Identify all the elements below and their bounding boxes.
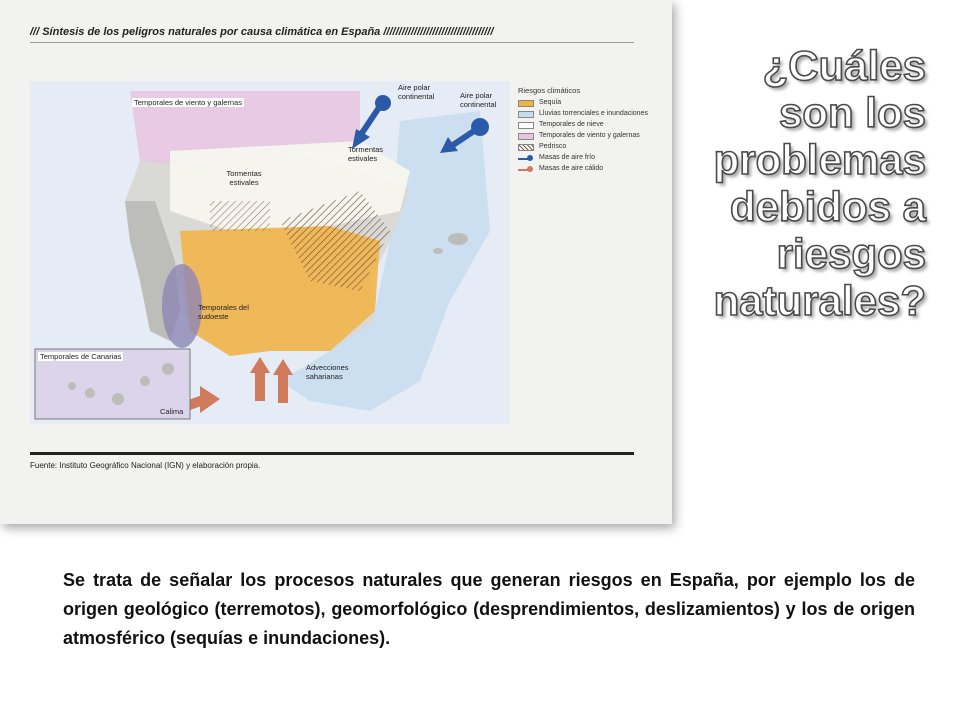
legend-label: Masas de aire frío — [539, 154, 596, 161]
canarias-island — [112, 393, 124, 405]
label-tormentas-estivales-2: Tormentas estivales — [226, 169, 262, 187]
legend-item — [518, 121, 658, 129]
label-calima: Calima — [160, 407, 184, 416]
figure-header: /// Síntesis de los peligros naturales por causa climática en España //////////////////////////////////// — [30, 26, 494, 38]
pedrisco-zone-2 — [210, 201, 270, 231]
canarias-island — [140, 376, 150, 386]
label-advecciones-saharianas: Advecciones saharianas — [306, 363, 349, 381]
legend-swatch — [518, 144, 534, 151]
label-tormentas-estivales-1: Tormentas estivales — [348, 145, 384, 163]
ibiza-island — [433, 248, 443, 254]
legend-swatch — [518, 133, 534, 140]
canarias-island — [85, 388, 95, 398]
legend-swatch — [518, 100, 534, 107]
legend-item — [518, 132, 658, 140]
legend-label: Pedrisco — [539, 143, 567, 150]
legend-item — [518, 110, 658, 118]
legend-item — [518, 154, 658, 162]
canarias-island — [162, 363, 174, 375]
legend-items — [518, 99, 658, 173]
legend-label: Temporales de viento y galernas — [539, 132, 640, 139]
slide-title: ¿Cuáles son los problemas debidos a riesgos naturales? — [713, 42, 926, 324]
label-temporales-sudoeste: Temporales del sudoeste — [198, 303, 249, 321]
legend-label: Masas de aire cálido — [539, 165, 604, 172]
legend-label: Lluvias torrenciales e inundaciones — [539, 110, 648, 117]
canarias-island — [68, 382, 76, 390]
spain-climate-risk-map — [30, 81, 510, 424]
label-temporales-viento: Temporales de viento y galernas — [134, 98, 242, 107]
map-legend — [518, 86, 658, 176]
header-divider — [30, 42, 634, 43]
label-temporales-canarias: Temporales de Canarias — [40, 352, 122, 361]
legend-item — [518, 165, 658, 173]
legend-arrow-icon — [518, 155, 534, 162]
label-aire-polar-1: Aire polar continental — [398, 83, 435, 101]
legend-arrow-icon — [518, 166, 534, 173]
legend-swatch — [518, 122, 534, 129]
legend-item — [518, 99, 658, 107]
legend-swatch — [518, 111, 534, 118]
label-aire-polar-2: Aire polar continental — [460, 91, 497, 109]
footer-divider — [30, 452, 634, 455]
legend-title: Riesgos climáticos — [518, 86, 581, 95]
legend-label: Sequía — [539, 99, 562, 106]
baleares-island — [448, 233, 468, 245]
sudoeste-storm-zone — [162, 264, 202, 348]
slide-body-text: Se trata de señalar los procesos naturales que generan riesgos en España, por ejemplo los de origen geológico (terremotos), geomorfológico (desprendimientos, deslizamientos) y los de origen atmosférico (sequías e inundaciones). — [63, 570, 915, 648]
source-note: Fuente: Instituto Geográfico Nacional (IGN) y elaboración propia. — [30, 461, 261, 470]
legend-label: Temporales de nieve — [539, 121, 604, 128]
map-panel — [30, 81, 510, 424]
legend-item — [518, 143, 658, 151]
